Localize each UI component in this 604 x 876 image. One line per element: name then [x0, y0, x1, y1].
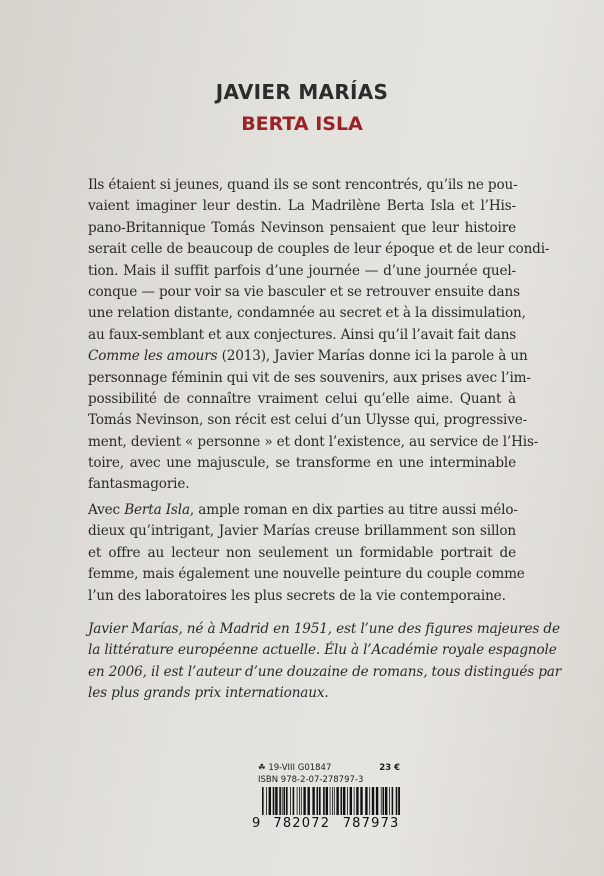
text-line	[88, 410, 528, 431]
text-line	[88, 619, 560, 640]
barcode-bar	[356, 787, 358, 815]
text-segment: ment, devient « personne » et dont l’existence, au service de l’His-	[88, 433, 539, 450]
barcode-bar	[323, 787, 325, 815]
text-segment: possibilité de connaître vraiment celui qu’elle aime. Quant à	[88, 390, 516, 407]
barcode-bar	[299, 787, 300, 815]
barcode-bar	[398, 787, 400, 815]
barcode-bar	[308, 787, 310, 815]
text-line	[88, 282, 520, 303]
barcode-bar	[383, 787, 385, 815]
text-line	[88, 500, 516, 521]
text-segment: l’un des laboratoires les plus secrets de la vie contemporaine.	[88, 587, 506, 604]
text-segment: en 2006, il est l’auteur d’une douzaine de romans, tous distingués par	[88, 663, 562, 680]
publisher-info	[258, 763, 400, 787]
text-line	[88, 683, 516, 704]
text-segment: et offre au lecteur non seulement un formidable portrait de	[88, 544, 516, 561]
barcode-bar	[262, 787, 264, 815]
text-segment: tion. Mais il suffit parfois d’une journée — d’une journée quel-	[88, 262, 516, 279]
text-line	[88, 218, 516, 239]
text-segment: , ample roman en dix parties au titre aussi mélo-	[189, 502, 518, 518]
text-line	[88, 175, 516, 196]
barcode-bar	[282, 787, 283, 815]
barcode-bar	[286, 787, 288, 815]
text-segment: au faux-semblant et aux conjectures. Ainsi qu’il l’avait fait dans	[88, 326, 517, 343]
italic-text: Comme les amours	[88, 348, 218, 365]
barcode-bar	[354, 787, 355, 815]
barcode-bar	[392, 787, 394, 815]
text-line	[88, 543, 516, 564]
barcode-bar	[326, 787, 328, 815]
text-segment: Ils étaient si jeunes, quand ils se sont rencontrés, qu’ils ne pou-	[88, 177, 518, 193]
product-code-text: 19-VIII G01847	[268, 763, 332, 773]
barcode-bar	[266, 787, 267, 815]
text-segment: pano-Britannique Tomás Nevinson pensaient que leur histoire	[88, 219, 516, 236]
barcode-bar	[381, 787, 382, 815]
text-segment: vaient imaginer leur destin. La Madrilène Berta Isla et l’His-	[88, 198, 516, 215]
text-line	[88, 368, 531, 389]
barcode-bar	[372, 787, 374, 815]
barcode-digits-right: 787973	[342, 816, 400, 831]
barcode-bar	[350, 787, 352, 815]
barcode-bar	[279, 787, 281, 815]
text-segment: serait celle de beaucoup de couples de leur époque et de leur condi-	[88, 241, 550, 258]
barcode-bar	[369, 787, 370, 815]
barcode-bar	[319, 787, 321, 815]
barcode-bar	[317, 787, 319, 815]
barcode-bar	[284, 787, 286, 815]
barcode-bar	[360, 787, 362, 815]
text-segment: dieux qu’intrigant, Javier Marías creuse brillamment son sillon	[88, 523, 516, 540]
barcode-bar	[389, 787, 390, 815]
text-line	[88, 389, 516, 410]
text-segment: Avec	[88, 502, 125, 518]
barcode-bar	[334, 787, 335, 815]
text-line	[88, 564, 525, 585]
text-line	[88, 474, 516, 495]
price: 23 €	[379, 763, 400, 773]
text-line	[88, 453, 516, 474]
barcode-bar	[290, 787, 291, 815]
author-name: JAVIER MARÍAS	[215, 80, 389, 104]
barcode-bar	[347, 787, 348, 815]
synopsis-paragraph-2	[88, 500, 525, 607]
barcode-bar	[341, 787, 343, 815]
text-segment: femme, mais également une nouvelle peinture du couple comme	[88, 566, 525, 583]
barcode-bar	[312, 787, 314, 815]
barcode-digits-left: 782072	[273, 816, 331, 831]
barcode-bar	[343, 787, 345, 815]
text-line	[88, 303, 526, 324]
text-line	[88, 239, 550, 260]
text-line	[88, 346, 528, 367]
barcode-bar	[396, 787, 398, 815]
barcode-bar	[336, 787, 338, 815]
barcode-bar	[330, 787, 331, 815]
text-line	[88, 521, 516, 542]
barcode-bar	[275, 787, 277, 815]
text-line	[88, 325, 516, 346]
synopsis-paragraph-1	[88, 175, 550, 496]
text-line	[88, 196, 516, 217]
barcode-bar	[269, 787, 271, 815]
text-line	[88, 586, 516, 607]
product-code: ☘ 19-VIII G01847	[258, 763, 332, 773]
barcode-bar	[303, 787, 305, 815]
barcode-bar	[301, 787, 302, 815]
book-title: BERTA ISLA	[241, 113, 363, 135]
text-segment: (2013), Javier Marías donne ici la parole à un	[217, 348, 528, 365]
text-segment: les plus grands prix internationaux.	[88, 685, 329, 702]
barcode-bar	[297, 787, 298, 815]
text-line	[88, 662, 562, 683]
text-segment: Tomás Nevinson, son récit est celui d’un Ulysse qui, progressive-	[88, 412, 528, 429]
text-segment: la littérature européenne actuelle. Élu à l’Académie royale espagnole	[88, 642, 557, 659]
barcode-digits	[252, 816, 402, 831]
text-segment: conque — pour voir sa vie basculer et se retrouver ensuite dans	[88, 283, 520, 300]
isbn: ISBN 978-2-07-278797-3	[258, 775, 364, 785]
barcode-digit-prefix: 9	[252, 816, 262, 831]
text-segment: une relation distante, condamnée au secret et à la dissimulation,	[88, 305, 526, 322]
barcode-bar	[385, 787, 387, 815]
barcode-bar	[376, 787, 378, 815]
text-line	[88, 432, 539, 453]
barcode-bar	[365, 787, 367, 815]
text-segment: personnage féminin qui vit de ses souvenirs, aux prises avec l’im-	[88, 369, 531, 386]
italic-text: Berta Isla	[124, 502, 190, 518]
barcode	[262, 787, 400, 815]
text-line	[88, 640, 557, 661]
barcode-bar	[332, 787, 333, 815]
author-bio-paragraph	[88, 619, 562, 705]
barcode-bar	[293, 787, 295, 815]
text-segment: fantasmagorie.	[88, 476, 190, 493]
barcode-bar	[273, 787, 275, 815]
text-segment: toire, avec une majuscule, se transforme en une interminable	[88, 455, 516, 472]
text-line	[88, 261, 516, 282]
text-segment: Javier Marías, né à Madrid en 1951, est l’une des figures majeures de	[88, 621, 560, 637]
